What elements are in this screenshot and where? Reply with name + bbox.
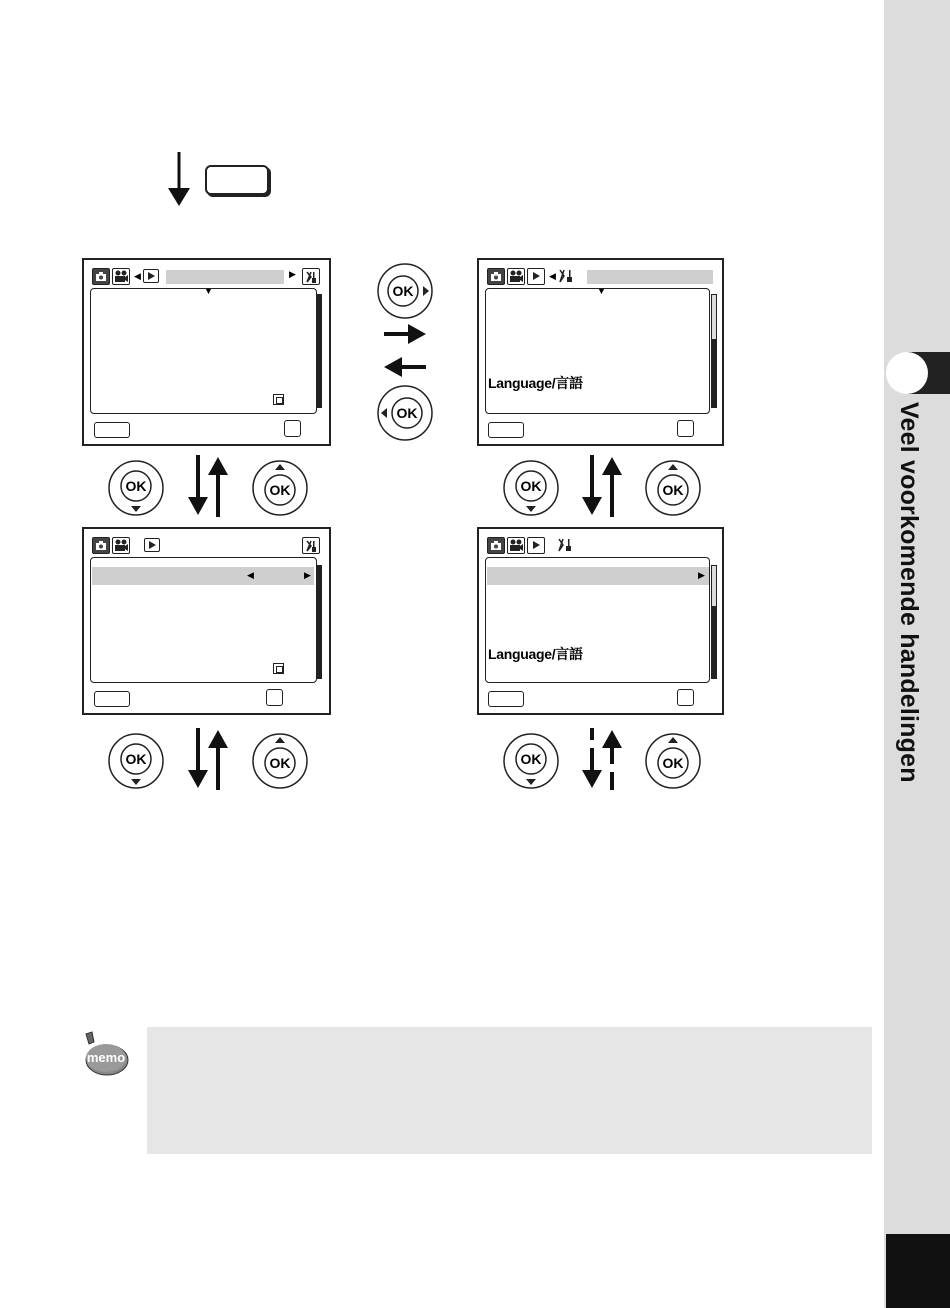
memo-note-box bbox=[147, 1027, 872, 1154]
playback-tab-icon bbox=[144, 538, 160, 552]
svg-text:OK: OK bbox=[520, 478, 542, 494]
screen-tabs bbox=[487, 535, 573, 555]
right-arrow-icon: ▶ bbox=[289, 269, 296, 279]
svg-text:OK: OK bbox=[396, 405, 418, 421]
ok-left-button-icon bbox=[376, 384, 434, 442]
tab-highlight-bar bbox=[587, 270, 713, 284]
ok-up-button-icon bbox=[644, 732, 702, 790]
down-up-arrows-icon bbox=[184, 455, 234, 517]
svg-text:OK: OK bbox=[520, 751, 542, 767]
movie-tab-icon bbox=[112, 537, 130, 554]
selected-row-highlight bbox=[487, 567, 709, 585]
camera-tab-icon bbox=[487, 268, 505, 285]
chapter-marker-circle bbox=[886, 352, 928, 394]
screen-tabs: ◀ bbox=[487, 266, 574, 286]
right-arrow-icon: ▶ bbox=[698, 570, 705, 580]
footer-right-button[interactable] bbox=[284, 420, 301, 437]
language-menu-item: Language/言語 bbox=[488, 375, 583, 391]
svg-text:OK: OK bbox=[662, 482, 684, 498]
menu-button[interactable] bbox=[205, 165, 269, 195]
svg-text:OK: OK bbox=[392, 283, 414, 299]
screen-playback-menu bbox=[82, 258, 331, 446]
down-up-arrows-icon bbox=[184, 728, 234, 790]
setup-tab-icon bbox=[558, 269, 574, 283]
right-arrow-icon: ▶ bbox=[304, 570, 311, 580]
screen-tabs: ◀ bbox=[92, 266, 159, 286]
checkbox-icon bbox=[273, 394, 284, 405]
screen-tabs bbox=[92, 535, 160, 555]
scrollbar bbox=[316, 294, 322, 408]
camera-tab-icon bbox=[92, 268, 110, 285]
movie-tab-icon bbox=[507, 268, 525, 285]
camera-tab-icon bbox=[487, 537, 505, 554]
svg-text:OK: OK bbox=[269, 482, 291, 498]
left-arrow-icon: ◀ bbox=[247, 570, 254, 580]
svg-text:memo: memo bbox=[86, 1050, 126, 1065]
movie-tab-icon bbox=[507, 537, 525, 554]
down-up-arrows-icon bbox=[578, 455, 628, 517]
tab-highlight-bar bbox=[166, 270, 284, 284]
down-arrow-icon bbox=[166, 152, 192, 208]
footer-right-button[interactable] bbox=[677, 689, 694, 706]
right-arrow-icon bbox=[384, 323, 426, 345]
svg-text:OK: OK bbox=[125, 478, 147, 494]
chapter-title: Veel voorkomende handelingen bbox=[895, 402, 923, 783]
scrollbar bbox=[711, 294, 717, 408]
ok-up-button-icon bbox=[644, 459, 702, 517]
playback-tab-icon bbox=[527, 268, 545, 285]
language-menu-item: Language/言語 bbox=[488, 646, 583, 662]
footer-right-button[interactable] bbox=[677, 420, 694, 437]
footer-right-button[interactable] bbox=[266, 689, 283, 706]
selected-row-highlight bbox=[92, 567, 314, 585]
svg-text:OK: OK bbox=[662, 755, 684, 771]
footer-left-button[interactable] bbox=[488, 691, 524, 707]
scrollbar bbox=[316, 565, 322, 679]
screen-playback-menu-selected bbox=[82, 527, 331, 715]
ok-up-button-icon bbox=[251, 459, 309, 517]
screen-setup-menu-selected bbox=[477, 527, 724, 715]
setup-tab-icon bbox=[557, 538, 573, 552]
page-number-block bbox=[886, 1234, 950, 1308]
scrollbar bbox=[711, 565, 717, 679]
screen-setup-menu bbox=[477, 258, 724, 446]
down-indicator-icon: ▼ bbox=[204, 286, 213, 296]
svg-text:OK: OK bbox=[125, 751, 147, 767]
setup-tab-icon bbox=[302, 268, 320, 285]
ok-down-button-icon bbox=[107, 459, 165, 517]
playback-tab-icon bbox=[143, 269, 159, 283]
ok-down-button-icon bbox=[502, 732, 560, 790]
footer-left-button[interactable] bbox=[488, 422, 524, 438]
checkbox-icon bbox=[273, 663, 284, 674]
movie-tab-icon bbox=[112, 268, 130, 285]
ok-down-button-icon bbox=[107, 732, 165, 790]
camera-tab-icon bbox=[92, 537, 110, 554]
ok-down-button-icon bbox=[502, 459, 560, 517]
ok-up-button-icon bbox=[251, 732, 309, 790]
dashed-down-up-arrows-icon bbox=[578, 728, 628, 790]
ok-right-button-icon bbox=[376, 262, 434, 320]
playback-tab-icon bbox=[527, 537, 545, 554]
footer-left-button[interactable] bbox=[94, 422, 130, 438]
footer-left-button[interactable] bbox=[94, 691, 130, 707]
left-arrow-icon bbox=[384, 356, 426, 378]
svg-text:OK: OK bbox=[269, 755, 291, 771]
setup-tab-icon bbox=[302, 537, 320, 554]
memo-icon bbox=[80, 1030, 130, 1078]
down-indicator-icon: ▼ bbox=[597, 286, 606, 296]
